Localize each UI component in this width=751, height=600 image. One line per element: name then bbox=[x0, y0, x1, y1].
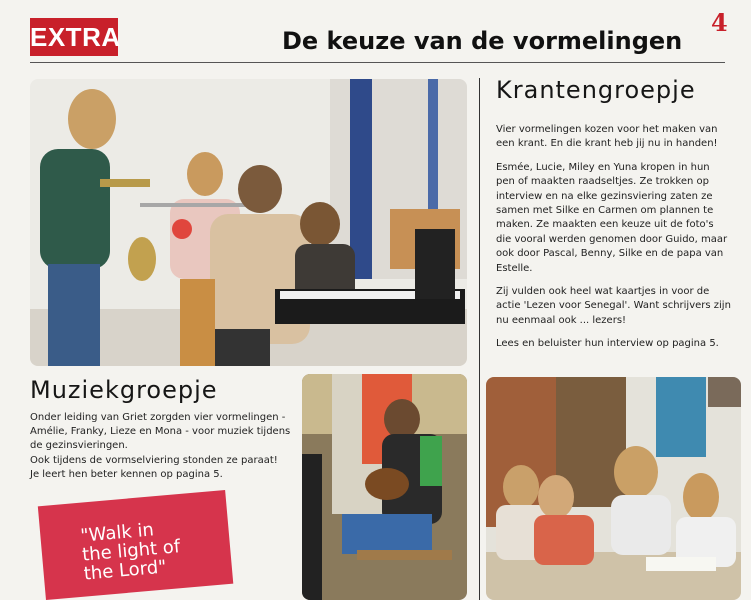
header-divider bbox=[30, 62, 725, 63]
musicians-photo bbox=[30, 79, 467, 366]
krantengroepje-heading: Krantengroepje bbox=[496, 76, 696, 104]
extra-badge: EXTRA bbox=[30, 18, 118, 56]
krantengroepje-paragraph: Lees en beluister hun interview op pagina 5. bbox=[496, 338, 719, 350]
krantengroepje-text bbox=[496, 123, 731, 361]
children-writing-photo bbox=[486, 377, 741, 600]
page-title: De keuze van de vormelingen bbox=[282, 27, 683, 55]
column-divider bbox=[479, 78, 480, 600]
quote-banner: "Walk in the light of the Lord" bbox=[38, 490, 233, 600]
muziekgroepje-text: Onder leiding van Griet zorgden vier vormelingen - Amélie, Franky, Lieze en Mona - voor muziek tijdens de gezinsvieringen. Ook tijdens de vormselviering stonden ze paraat! Je leert hen beter kennen op pagina 5. bbox=[30, 412, 291, 480]
krantengroepje-paragraph: Vier vormelingen kozen voor het maken van een krant. En die krant heb jij nu in handen! bbox=[496, 124, 718, 150]
krantengroepje-paragraph: Zij vulden ook heel wat kaartjes in voor de actie 'Lezen voor Senegal'. Want schrijvers zijn nu eenmaal ook ... lezers! bbox=[496, 286, 731, 326]
page-number: 4 bbox=[711, 8, 728, 37]
krantengroepje-paragraph: Esmée, Lucie, Miley en Yuna kropen in hun pen of maakten raadseltjes. Ze trokken op interview en na elke gezinsviering zaten ze samen met Silke en Carmen om plannen te maken. Ze maakten een keuze uit de foto's die vooral werden genomen door Guido, maar ook door Pascal, Benny, Silke en de papa van Estelle. bbox=[496, 161, 728, 274]
guitar-player-photo bbox=[302, 374, 467, 600]
muziekgroepje-heading: Muziekgroepje bbox=[30, 376, 218, 404]
